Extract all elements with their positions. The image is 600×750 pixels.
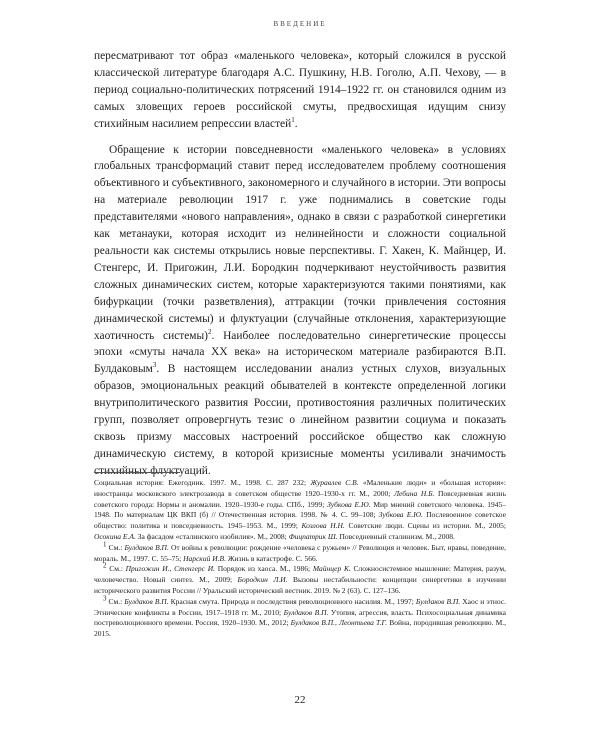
fn-text: Послевоенное советское общество: политика и повседневность. 1945–1953. М., 1999; <box>94 510 506 531</box>
footnote-divider <box>94 472 180 473</box>
main-text <box>94 48 506 480</box>
fn-text: Повседневная жизнь советского города: Нормы и аномалии. 1920–1930-е годы. СПб., 1999; <box>94 488 506 509</box>
fn-author: Булдаков В.П. <box>124 542 169 552</box>
fn-author: Лебина Н.Б. <box>393 488 435 498</box>
fn-author: Булдаков В.П. <box>415 596 461 606</box>
paragraph-2 <box>94 142 506 480</box>
fn-text: «Маленькие люди» и «большая история»: иностранцы московского электрозавода в советском обществе 1920–1930-х гг. М., 2000; <box>94 478 506 498</box>
fn-text: См.: <box>106 542 125 552</box>
fn-text: Война, породившая революцию. М., 2015. <box>94 618 506 639</box>
footnote-ref-3[interactable]: 3 <box>152 361 157 370</box>
fn-text: Порядок из хаоса. М., 1986; <box>215 564 313 574</box>
footnote-number: 1 <box>103 540 107 549</box>
running-head: ВВЕДЕНИЕ <box>273 20 327 28</box>
paragraph-1: пересматривают тот образ «маленького человека», который сложился в русской классической литературе благодаря А.С. Пушкину, Н.В. Гоголю, А.П. Чехову, — в период социально-политических потрясений 1914–1922 гг. он становился одним из самых зловещих героев российской смуты, предвосхищая идущим снизу стихийным насилием репрессии властей$^1$. <box>94 50 506 130</box>
fn-text: Хаос и этнос. Этнические конфликты в России, 1917–1918 гг. М., 2010; <box>94 596 507 617</box>
fn-text: От войны к революции: рождение «человека с ружьем» // Революция и человек. Быт, нравы, поведение, мораль. М., 1997. С. 55–75; <box>94 542 506 563</box>
fn-author: Журавлев С.В. <box>310 478 359 487</box>
footnotes <box>94 478 506 640</box>
fn-author: Булдаков В.П. <box>124 596 169 606</box>
fn-author: Осокина Е.А. <box>94 531 136 541</box>
paragraph-2-text-c: . В настоящем исследовании анализ устных слухов, визуальных образов, эмоциональных реакций обывателей в контексте определенной логики внутриполитического развития России, противостояния различных политических групп, позволяет опровергнуть тезис о линейном развитии социума и показать сквозь призму массовых настроений российское общество как сложную динамическую систему, в которой кризисные моменты усиливали значимость стихийных флуктуаций. <box>94 363 506 477</box>
fn-author: Булдаков В.П., Леонтьева Т.Г. <box>290 618 388 628</box>
fn-text: Сложносистемное мышление: Материя, разум, человечество. Новый синтез. М., 2009; <box>94 564 507 585</box>
fn-author: Булдаков В.П. <box>283 607 329 617</box>
footnote-continued <box>94 478 506 543</box>
paragraph-2-text-a: Обращение к истории повседневности «маленького человека» в условиях глобальных трансформаций ставит перед исследователем проблему соотношения объективного и субъективного, закономерного и случайного в истории. Эти вопросы на материале революции 1917 г. уже поднимались в советские годы представителями «нового направления», однако в связи с разработкой синергетики как метанауки, которая исходит из нелинейности и сложности социальной реальности как системы открылись новые перспективы. Г. Хакен, К. Майнцер, И. Стенгерс, И. Пригожин, Л.И. Бородкин подчеркивают неустойчивость развития сложных динамических систем, которые характеризуются такими понятиями, как бифуркации (точки разветвления), аттракции (точки привлечения состояния динамической системы) и флуктуации (случайные отклонения, характеризующие хаотичность системы) <box>94 143 506 342</box>
fn-text: Красная смута. Природа и последствия революционного насилия. М., 1997; <box>168 596 416 606</box>
page-number: 22 <box>294 694 306 706</box>
footnote-1 <box>94 540 506 565</box>
footnote-3 <box>94 594 507 640</box>
fn-author: Козлова Н.Н. <box>301 521 345 531</box>
fn-author: Зубкова Е.Ю. <box>327 499 371 509</box>
fn-text: Мир мнений советского человека. 1945–1948. По материалам ЦК ВКП (б) // Отечественная история. 1998. № 4. С. 99–108; <box>94 499 506 520</box>
fn-text: За фасадом «сталинского изобилия». М., 2008; <box>135 531 289 541</box>
fn-text: Утопия, агрессия, власть. Психосоциальная динамика постреволюционного времени. Россия, 1920–1930. М., 2012; <box>94 607 507 628</box>
fn-author: Нарский И.В. <box>183 553 226 563</box>
fn-text: Советские люди. Сцены из истории. М., 2005; <box>344 521 507 531</box>
footnote-2 <box>94 561 507 596</box>
paragraph-1-text: пересматривают тот образ «маленького человека», который сложился в русской классической литературе благодаря А.С. Пушкину, Н.В. Гоголю, А.П. Чехову, — в период социально-политических потрясений 1914–1922 гг. он становился одним из самых зловещих героев российской смуты, предвосхищая идущим снизу стихийным насилием репрессии властей <box>94 50 506 130</box>
fn-author: Зубкова Е.Ю. <box>378 510 423 520</box>
fn-author: Пригожин И., Стенгерс И. <box>125 564 215 574</box>
footnote-ref-2[interactable]: 2 <box>207 327 212 336</box>
fn-text: Вызовы нестабильности: концепции синергетики в изучении исторического развития России // Уральский исторический вестник. 2019. № 2 (63). С. 127–136. <box>94 575 507 595</box>
fn-author: Майнцер К. <box>312 564 351 574</box>
fn-author: Фицпатрик Ш. <box>288 531 338 541</box>
footnote-number: 2 <box>103 561 107 570</box>
fn-text: Повседневный сталинизм. М., 2008. <box>337 531 455 541</box>
footnote-number: 3 <box>103 594 107 603</box>
fn-text: См.: <box>106 596 125 606</box>
footnote-ref-1[interactable]: 1 <box>291 115 295 124</box>
fn-text: Жизнь в катастрофе. С. 566. <box>225 553 318 563</box>
fn-text: См.: <box>106 564 126 574</box>
fn-author: Бородкин Л.И. <box>237 575 288 585</box>
paragraph-2-text-b: . Наиболее последовательно синергетические процессы эпохи «смуты начала XX века» на историческом материале разбираются В.П. Булдаковым <box>94 329 506 376</box>
fn-text: Социальная история: Ежегодник. 1997. М., 1998. С. 287 232; <box>94 478 311 487</box>
